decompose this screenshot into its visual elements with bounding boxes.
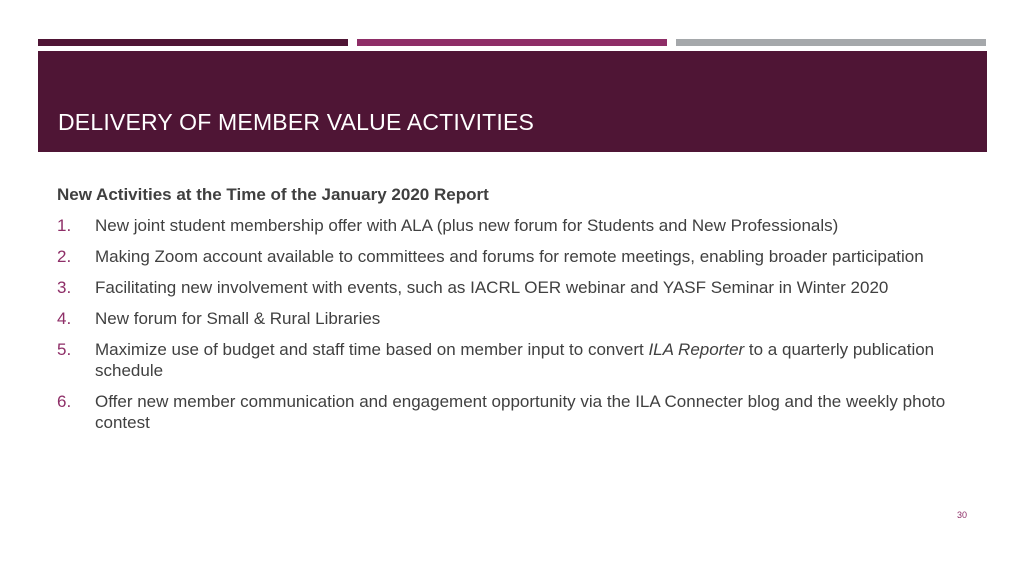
title-band (38, 51, 987, 152)
activity-list (57, 215, 977, 433)
list-item-text: New joint student membership offer with ALA (plus new forum for Students and New Professionals) (95, 216, 839, 235)
list-number: 4. (57, 309, 72, 328)
list-item-text: New forum for Small & Rural Libraries (95, 309, 381, 328)
list-item (57, 215, 977, 236)
list-item (57, 339, 977, 381)
list-item (57, 246, 977, 267)
list-number: 2. (57, 247, 72, 266)
list-item (57, 308, 977, 329)
list-item-text-before: Maximize use of budget and staff time based on member input to convert (95, 340, 649, 359)
slide-title: DELIVERY OF MEMBER VALUE ACTIVITIES (58, 109, 535, 135)
accent-bar-dark (38, 39, 348, 46)
publication-title: ILA Reporter (648, 340, 745, 359)
list-item-text-after: to a quarterly publication schedule (95, 340, 935, 380)
accent-bar-magenta (357, 39, 667, 46)
list-item-text: Making Zoom account available to committees and forums for remote meetings, enabling broader participation (95, 247, 924, 266)
slide-content (57, 184, 977, 443)
subheading: New Activities at the Time of the January 2020 Report (57, 185, 489, 204)
page-number: 30 (956, 510, 967, 520)
list-item (57, 391, 977, 433)
list-number: 1. (57, 216, 72, 235)
list-item-text: Offer new member communication and engagement opportunity via the ILA Connecter blog and the weekly photo contest (95, 392, 946, 432)
list-item-text: Facilitating new involvement with events, such as IACRL OER webinar and YASF Seminar in Winter 2020 (95, 278, 889, 297)
accent-bar-gray (676, 39, 986, 46)
list-item (57, 277, 977, 298)
list-number: 6. (57, 392, 72, 411)
list-number: 5. (57, 340, 72, 359)
list-number: 3. (57, 278, 72, 297)
